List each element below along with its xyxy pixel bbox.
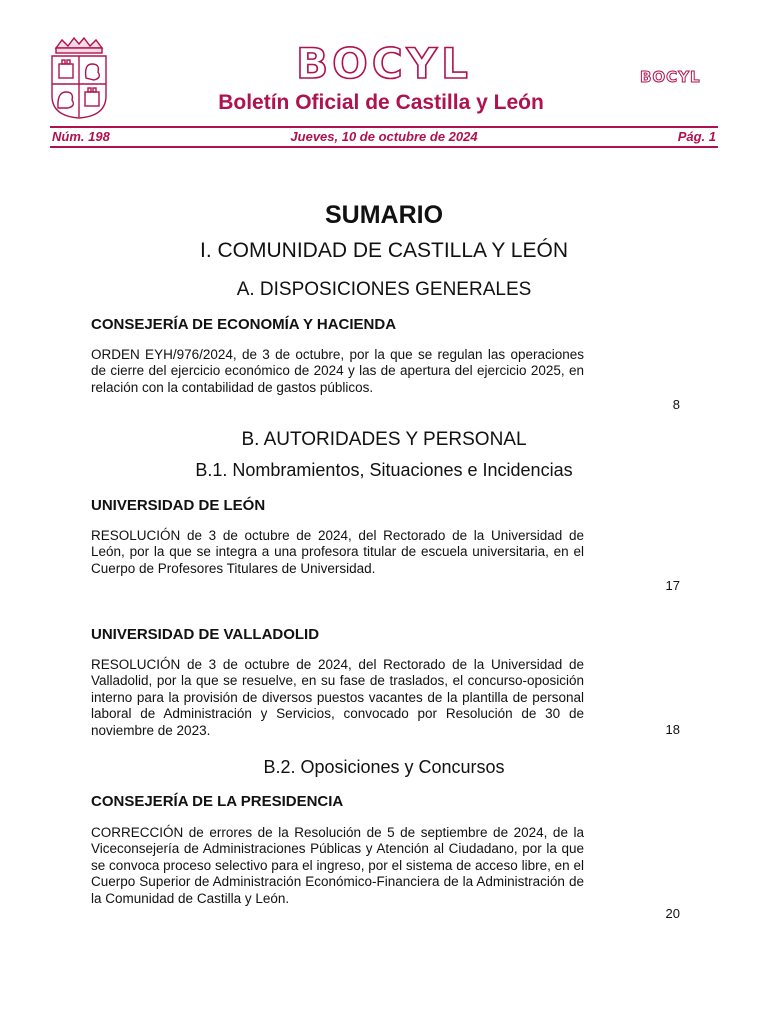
section-heading-b2: B.2. Oposiciones y Concursos bbox=[263, 757, 505, 777]
organization-heading: CONSEJERÍA DE LA PRESIDENCIA bbox=[91, 793, 344, 810]
summary-title: SUMARIO bbox=[324, 201, 444, 229]
summary-entry[interactable]: RESOLUCIÓN de 3 de octubre de 2024, del Rectorado de la Universidad de León, por la que se integra a una profesora titular de escuela universitaria, en el Cuerpo de Profesores Titulares de Universidad. bbox=[91, 528, 584, 576]
summary-entry[interactable]: CORRECCIÓN de errores de la Resolución de 5 de septiembre de 2024, de la Viceconsejería de Administraciones Públicas y Atención al Ciudadano, por la que se convoca proceso selectivo para el ingreso, por el sistema de acceso libre, en el Cuerpo Superior de Administración Económico-Financiera de la Administración de la Comunidad de Castilla y León. bbox=[91, 825, 584, 906]
issue-date: Jueves, 10 de octubre de 2024 bbox=[290, 129, 478, 144]
section-heading-1: I. COMUNIDAD DE CASTILLA Y LEÓN bbox=[200, 239, 568, 262]
organization-heading: UNIVERSIDAD DE LEÓN bbox=[91, 497, 266, 514]
organization-heading: UNIVERSIDAD DE VALLADOLID bbox=[91, 626, 320, 643]
header-bottom-rule bbox=[50, 146, 718, 148]
bocyl-small-logo: BOCYL bbox=[640, 68, 701, 86]
entry-page-number[interactable]: 17 bbox=[665, 578, 680, 593]
summary-entry[interactable]: ORDEN EYH/976/2024, de 3 de octubre, por la que se regulan las operaciones de cierre del ejercicio económico de 2024 y las de apertura del ejercicio 2025, en relación con la contabilidad de gastos públicos. bbox=[91, 347, 584, 395]
bocyl-logo: BOCYL bbox=[296, 39, 472, 88]
entry-page-number[interactable]: 18 bbox=[665, 722, 680, 737]
header-top-rule bbox=[50, 126, 718, 128]
entry-page-number[interactable]: 20 bbox=[665, 906, 680, 921]
section-heading-b: B. AUTORIDADES Y PERSONAL bbox=[241, 429, 527, 450]
entry-page-number[interactable]: 8 bbox=[672, 397, 680, 412]
issue-number: Núm. 198 bbox=[52, 129, 110, 144]
bulletin-title: Boletín Oficial de Castilla y León bbox=[218, 91, 544, 114]
section-heading-b1: B.1. Nombramientos, Situaciones e Incidencias bbox=[195, 460, 573, 480]
page-number: Pág. 1 bbox=[677, 129, 716, 144]
summary-entry[interactable]: RESOLUCIÓN de 3 de octubre de 2024, del Rectorado de la Universidad de Valladolid, por la que se resuelve, en su fase de traslados, el concurso-oposición interno para la provisión de diversos puestos vacantes de la plantilla de personal laboral de Administración y Servicios, convocado por Resolución de 30 de noviembre de 2023. bbox=[91, 657, 584, 738]
section-heading-a: A. DISPOSICIONES GENERALES bbox=[236, 279, 532, 300]
organization-heading: CONSEJERÍA DE ECONOMÍA Y HACIENDA bbox=[91, 316, 397, 333]
